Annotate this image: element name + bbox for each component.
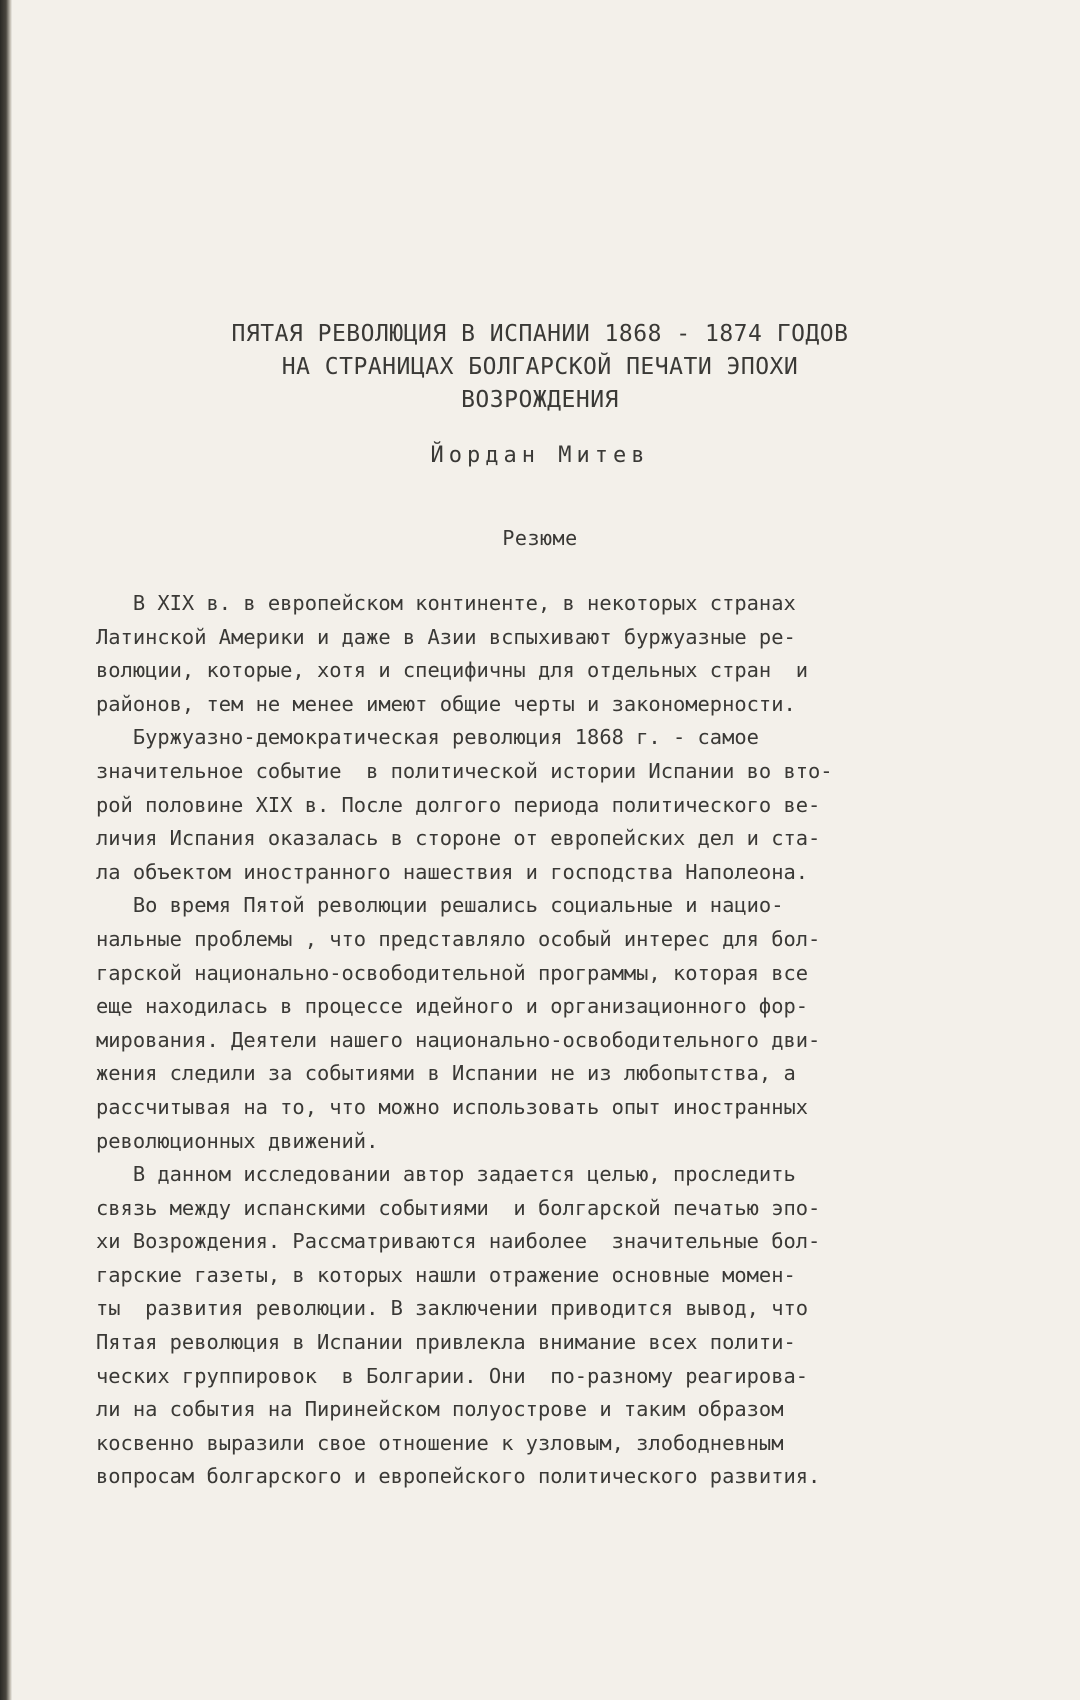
text-line: революционных движений. <box>96 1128 379 1153</box>
summary-body <box>96 587 1056 1494</box>
text-line: Буржуазно-демократическая революция 1868 г. - самое <box>96 725 759 750</box>
title-line: НА СТРАНИЦАХ БОЛГАРСКОЙ ПЕЧАТИ ЭПОХИ <box>281 354 799 380</box>
text-line: ла объектом иностранного нашествия и господства Наполеона. <box>96 859 809 884</box>
text-line: значительное событие в политической истории Испании во вто- <box>96 758 833 783</box>
text-line: ли на события на Пиринейском полуострове и таким образом <box>96 1397 784 1422</box>
text-line: гарские газеты, в которых нашли отражение основные момен- <box>96 1262 796 1287</box>
text-line: мирования. Деятели нашего национально-освободительного дви- <box>96 1027 821 1052</box>
text-line: Латинской Америки и даже в Азии вспыхивают буржуазные ре- <box>96 624 796 649</box>
text-line: рой половине XIX в. После долгого периода политического ве- <box>96 792 821 817</box>
text-line: косвенно выразили свое отношение к узловым, злободневным <box>96 1430 784 1455</box>
summary-heading: Резюме <box>502 526 578 550</box>
text-line: ты развития революции. В заключении приводится вывод, что <box>96 1296 809 1321</box>
text-line: волюции, которые, хотя и специфичны для отдельных стран и <box>96 658 809 683</box>
article-title <box>0 318 1080 417</box>
text-line: личия Испания оказалась в стороне от европейских дел и ста- <box>96 826 821 851</box>
text-line: В данном исследовании автор задается целью, проследить <box>96 1162 796 1187</box>
text-line: хи Возрождения. Рассматриваются наиболее значительные бол- <box>96 1229 821 1254</box>
text-line: Во время Пятой революции решались социальные и нацио- <box>96 893 784 918</box>
text-line: рассчитывая на то, что можно использовать опыт иностранных <box>96 1094 809 1119</box>
text-line: жения следили за событиями в Испании не из любопытства, а <box>96 1061 796 1086</box>
text-line: Пятая революция в Испании привлекла внимание всех полити- <box>96 1330 796 1355</box>
text-line: гарской национально-освободительной программы, которая все <box>96 960 809 985</box>
text-line: нальные проблемы , что представляло особый интерес для бол- <box>96 926 821 951</box>
text-line: вопросам болгарского и европейского политического развития. <box>96 1464 821 1489</box>
author-name: Йордан Митев <box>430 443 650 468</box>
title-line: ПЯТАЯ РЕВОЛЮЦИЯ В ИСПАНИИ 1868 - 1874 ГОДОВ <box>231 321 849 347</box>
text-line: еще находилась в процессе идейного и организационного фор- <box>96 994 809 1019</box>
text-line: В XIX в. в европейском континенте, в некоторых странах <box>96 591 796 615</box>
title-line: ВОЗРОЖДЕНИЯ <box>461 387 619 413</box>
text-line: связь между испанскими событиями и болгарской печатью эпо- <box>96 1195 821 1220</box>
text-line: районов, тем не менее имеют общие черты и закономерности. <box>96 691 796 716</box>
text-line: ческих группировок в Болгарии. Они по-разному реагирова- <box>96 1363 809 1388</box>
